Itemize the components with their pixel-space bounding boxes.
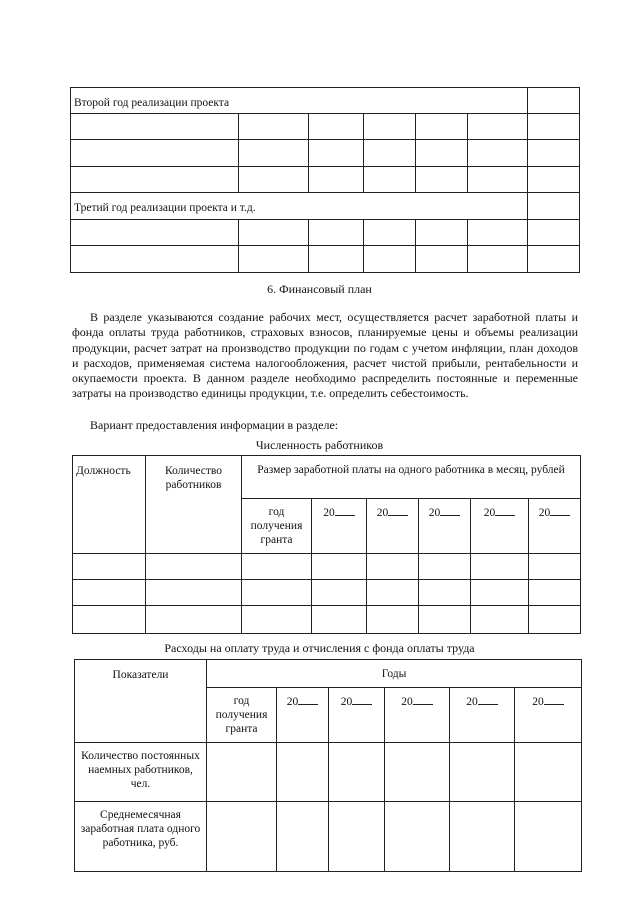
table-row xyxy=(71,167,580,193)
year-cell: 20 xyxy=(515,688,582,743)
staff-table-caption: Численность работников xyxy=(255,438,384,452)
table-row xyxy=(71,220,580,246)
year-cell: 20 xyxy=(385,688,450,743)
table-row xyxy=(73,606,581,634)
section-paragraph-variant: Вариант предоставления информации в разделе: xyxy=(90,418,339,432)
row-label: Количество постоянных наемных работников, чел. xyxy=(75,743,207,802)
col-salary: Размер заработной платы на одного работника в месяц, рублей xyxy=(242,456,581,499)
year-cell: 20 xyxy=(419,499,471,554)
year3-label: Третий год реализации проекта и т.д. xyxy=(71,193,528,220)
table-row xyxy=(73,554,581,580)
grant-year: год получения гранта xyxy=(242,499,312,554)
labor-costs-table xyxy=(74,659,582,872)
section-paragraph: В разделе указываются создание рабочих мест, осуществляется расчет заработной платы и фонда оплаты труда работников, страховых взносов, планируемые цены и объемы реализации продукции, расчет затрат на производство продукции по годам с учетом инфляции, план доходов и расходов, применяемая система налогообложения, расчет чистой прибыли, рентабельности и окупаемости проекта. В данном разделе необходимо распределить постоянные и переменные затраты на производство единицы продукции, т.е. определить себестоимость. xyxy=(72,310,578,401)
grant-year: год получения гранта xyxy=(207,688,277,743)
project-years-table xyxy=(70,87,580,273)
year-cell: 20 xyxy=(529,499,581,554)
col-count: Количество работников xyxy=(146,456,242,554)
col-indicators: Показатели xyxy=(75,660,207,743)
year-cell: 20 xyxy=(329,688,385,743)
labor-table-caption: Расходы на оплату труда и отчисления с фонда оплаты труда xyxy=(164,641,475,655)
col-years: Годы xyxy=(207,660,582,688)
cell xyxy=(528,193,580,220)
col-position: Должность xyxy=(73,456,146,554)
section-title: 6. Финансовый план xyxy=(267,282,372,296)
table-row xyxy=(71,140,580,167)
year-cell: 20 xyxy=(471,499,529,554)
year-cell: 20 xyxy=(367,499,419,554)
year-cell: 20 xyxy=(450,688,515,743)
year-cell: 20 xyxy=(312,499,367,554)
table-row xyxy=(73,580,581,606)
table-row xyxy=(75,743,582,802)
row-label: Среднемесячная заработная плата одного работника, руб. xyxy=(75,802,207,872)
table-row xyxy=(75,802,582,872)
cell xyxy=(528,88,580,114)
year-cell: 20 xyxy=(277,688,329,743)
staff-table xyxy=(72,455,581,634)
table-row xyxy=(71,246,580,273)
year2-label: Второй год реализации проекта xyxy=(71,88,528,114)
table-row xyxy=(71,114,580,140)
